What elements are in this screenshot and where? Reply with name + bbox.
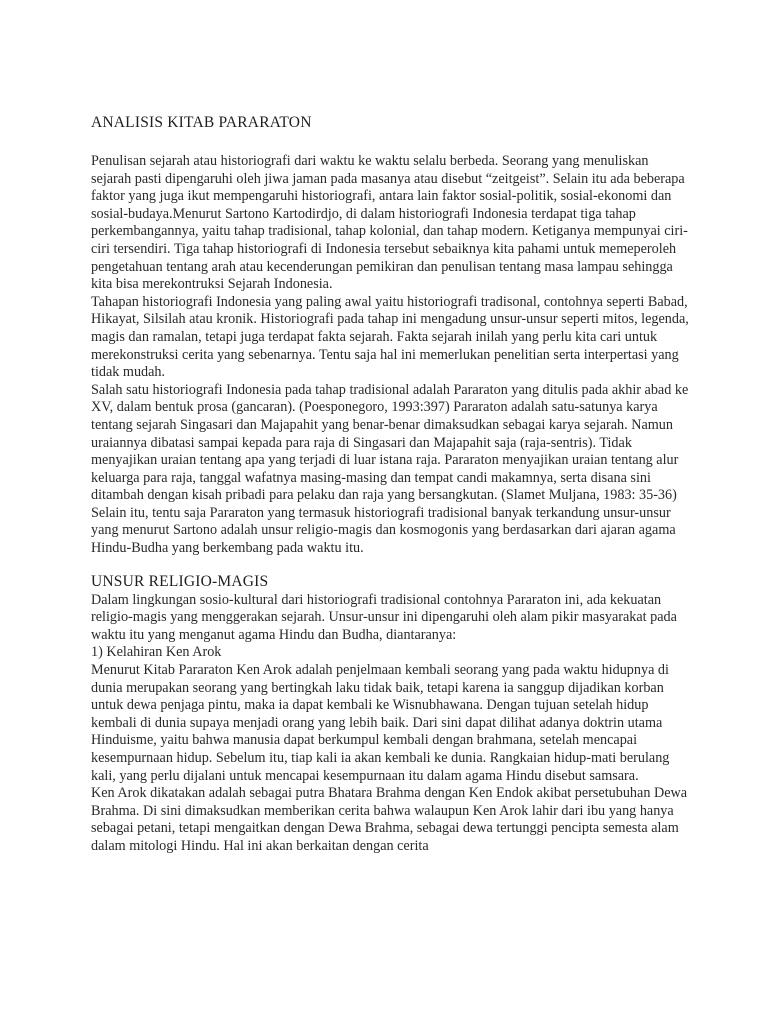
list-item-kelahiran-ken-arok: 1) Kelahiran Ken Arok — [91, 644, 222, 661]
document-title: ANALISIS KITAB PARARATON — [91, 114, 312, 131]
paragraph-ken-arok-origin: Ken Arok dikatakan adalah sebagai putra Bhatara Brahma dengan Ken Endok akibat persetubuhan Dewa Brahma. Di sini dimaksudkan memberikan cerita bahwa walaupun Ken Arok lahir dari ibu yang hanya sebagai petani, tetapi mengaitkan dengan Dewa Brahma, sebagai dewa tertunggi pencipta semesta alam dalam mitologi Hindu. Hal ini akan berkaitan dengan cerita — [91, 785, 688, 854]
paragraph-religio-magis-intro: Dalam lingkungan sosio-kultural dari historiografi tradisional contohnya Pararaton ini, ada kekuatan religio-magis yang menggerakan sejarah. Unsur-unsur ini dipengaruhi oleh alam pikir masyarakat pada waktu itu yang menganut agama Hindu dan Budha, diantaranya: — [91, 591, 677, 643]
paragraph-pararaton: Salah satu historiografi Indonesia pada tahap tradisional adalah Pararaton yang ditulis pada akhir abad ke XV, dalam bentuk prosa (gancaran). (Poesponegoro, 1993:397) Pararaton adalah satu-satunya karya tentang sejarah Singasari dan Majapahit yang benar-benar dimaksudkan sebagai karya sejarah. Namun uraiannya dibatasi sampai kepada para raja di Singasari dan Majapahit saja (raja-sentris). Tidak menyajikan uraian tentang apa yang terjadi di luar istana raja. Pararaton menyajikan uraian tentang alur keluarga para raja, tanggal wafatnya masing-masing dan tempat candi makamnya, serta disana sini ditambah dengan kisah pribadi para pelaku dan raja yang bersangkutan. (Slamet Muljana, 1983: 35-36) Selain itu, tentu saja Pararaton yang termasuk historiografi tradisional banyak terkandung unsur-unsur yang menurut Sartono adalah unsur religio-magis dan kosmogonis yang berdasarkan dari ajaran agama Hindu-Budha yang berkembang pada waktu itu. — [91, 381, 689, 557]
paragraph-ken-arok-rebirth: Menurut Kitab Pararaton Ken Arok adalah penjelmaan kembali seorang yang pada waktu hidupnya di dunia merupakan seorang yang bertingkah laku tidak baik, tetapi karena ia sanggup dijadikan korban untuk dewa penjaga pintu, maka ia dapat kembali ke Wisnubhawana. Dengan tujuan setelah hidup kembali di dunia supaya menjadi orang yang lebih baik. Dari sini dapat dilihat adanya doktrin utama Hinduisme, yaitu bahwa manusia dapat berkumpul kembali dengan brahmana, setelah mencapai kesempurnaan hidup. Sebelum itu, tiap kali ia akan kembali ke dunia. Rangkaian hidup-mati berulang kali, yang perlu dijalani untuk mencapai kesempurnaan itu dalam agama Hindu disebut samsara. — [91, 662, 670, 784]
section-heading: UNSUR RELIGIO-MAGIS — [91, 572, 269, 590]
document-body — [91, 112, 691, 856]
paragraph-introduction: Penulisan sejarah atau historiografi dari waktu ke waktu selalu berbeda. Seorang yang menuliskan sejarah pasti dipengaruhi oleh jiwa jaman pada masanya atau disebut “zeitgeist”. Selain itu ada beberapa faktor yang juga ikut mempengaruhi historiografi, antara lain faktor sosial-politik, sosial-ekonomi dan sosial-budaya.Menurut Sartono Kartodirdjo, di dalam historiografi Indonesia terdapat tiga tahap perkembangannya, yaitu tahap tradisional, tahap kolonial, dan tahap modern. Ketiganya mempunyai ciri-ciri tersendiri. Tiga tahap historiografi di Indonesia tersebut sebaiknya kita pahami untuk memeperoleh pengetahuan tentang arah atau kecenderungan pemikiran dan penulisan tentang masa lampau sehingga kita bisa merekontruksi Sejarah Indonesia. — [91, 153, 688, 293]
paragraph-traditional-historiography: Tahapan historiografi Indonesia yang paling awal yaitu historiografi tradisonal, contohnya seperti Babad, Hikayat, Silsilah atau kronik. Historiografi pada tahap ini mengadung unsur-unsur seperti mitos, legenda, magis dan ramalan, tetapi juga terdapat fakta sejarah. Fakta sejarah inilah yang perlu kita cari untuk merekonstruksi cerita yang sebenarnya. Tentu saja hal ini memerlukan penelitian serta interpertasi yang tidak mudah. — [91, 293, 689, 381]
